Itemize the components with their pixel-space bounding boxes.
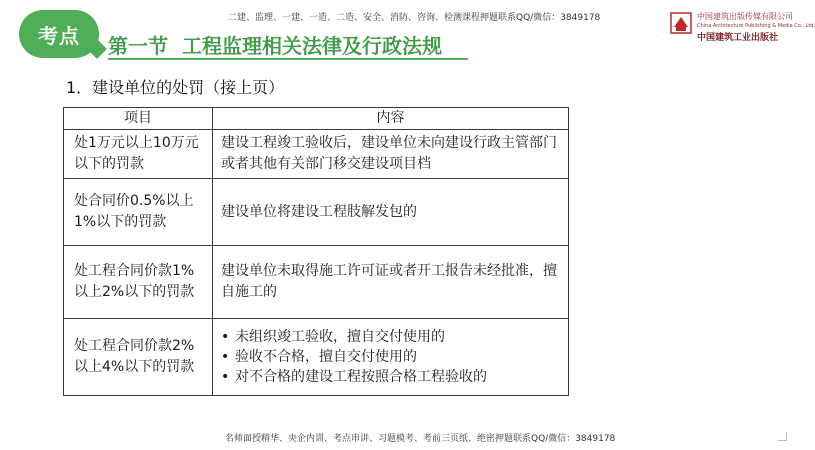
row-content-cell: 建设单位将建设工程肢解发包的 (213, 179, 569, 246)
title-underline (108, 58, 468, 60)
content-heading: 1．建设单位的处罚（接上页） (66, 78, 285, 97)
bottom-contact-note: 名师面授精华、央企内训、考点串讲、习题模考、考前三页纸、绝密押题联系QQ/微信：3849178 (225, 434, 616, 444)
bullet-item: • 对不合格的建设工程按照合格工程验收的 (221, 367, 562, 387)
column-header-content: 内容 (213, 108, 569, 130)
penalty-table (63, 107, 569, 396)
table-row (64, 179, 569, 246)
section-title-text: 工程监理相关法律及行政法规 (182, 34, 442, 58)
topic-badge: 考点 (19, 10, 99, 58)
bullet-item: • 未组织竣工验收，擅自交付使用的 (221, 327, 562, 347)
row-content-cell (213, 319, 569, 396)
header-bar (0, 0, 815, 62)
corner-mark-decoration (778, 432, 787, 441)
table-row (64, 130, 569, 179)
table-row (64, 246, 569, 319)
section-header-title (108, 30, 442, 59)
row-item-cell: 处工程合同价款2%以上4%以下的罚款 (64, 319, 213, 396)
publisher-english-name: China Architecture Publishing & Media Co., Ltd. (697, 23, 815, 29)
row-content-cell: 建设单位未取得施工许可证或者开工报告未经批准，擅自施工的 (213, 246, 569, 319)
row-item-cell: 处合同价0.5%以上1%以下的罚款 (64, 179, 213, 246)
row-content-cell: 建设工程竣工验收后，建设单位未向建设行政主管部门或者其他有关部门移交建设项目档 (213, 130, 569, 179)
section-number: 第一节 (108, 34, 168, 58)
bullet-item: • 验收不合格，擅自交付使用的 (221, 347, 562, 367)
table-row (64, 319, 569, 396)
publisher-chinese-name: 中国建筑工业出版社 (697, 33, 779, 43)
row-item-cell: 处1万元以上10万元以下的罚款 (64, 130, 213, 179)
publisher-name: 中国建筑出版传媒有限公司 (697, 12, 793, 21)
column-header-item: 项目 (64, 108, 213, 130)
top-contact-note: 二建、监理、一建、一造、二造、安全、消防、咨询、检测课程押题联系QQ/微信：3849178 (228, 13, 601, 23)
publisher-logo-icon (670, 12, 692, 34)
row-item-cell: 处工程合同价款1%以上2%以下的罚款 (64, 246, 213, 319)
bullet-list (221, 327, 562, 387)
table-header-row (64, 108, 569, 130)
